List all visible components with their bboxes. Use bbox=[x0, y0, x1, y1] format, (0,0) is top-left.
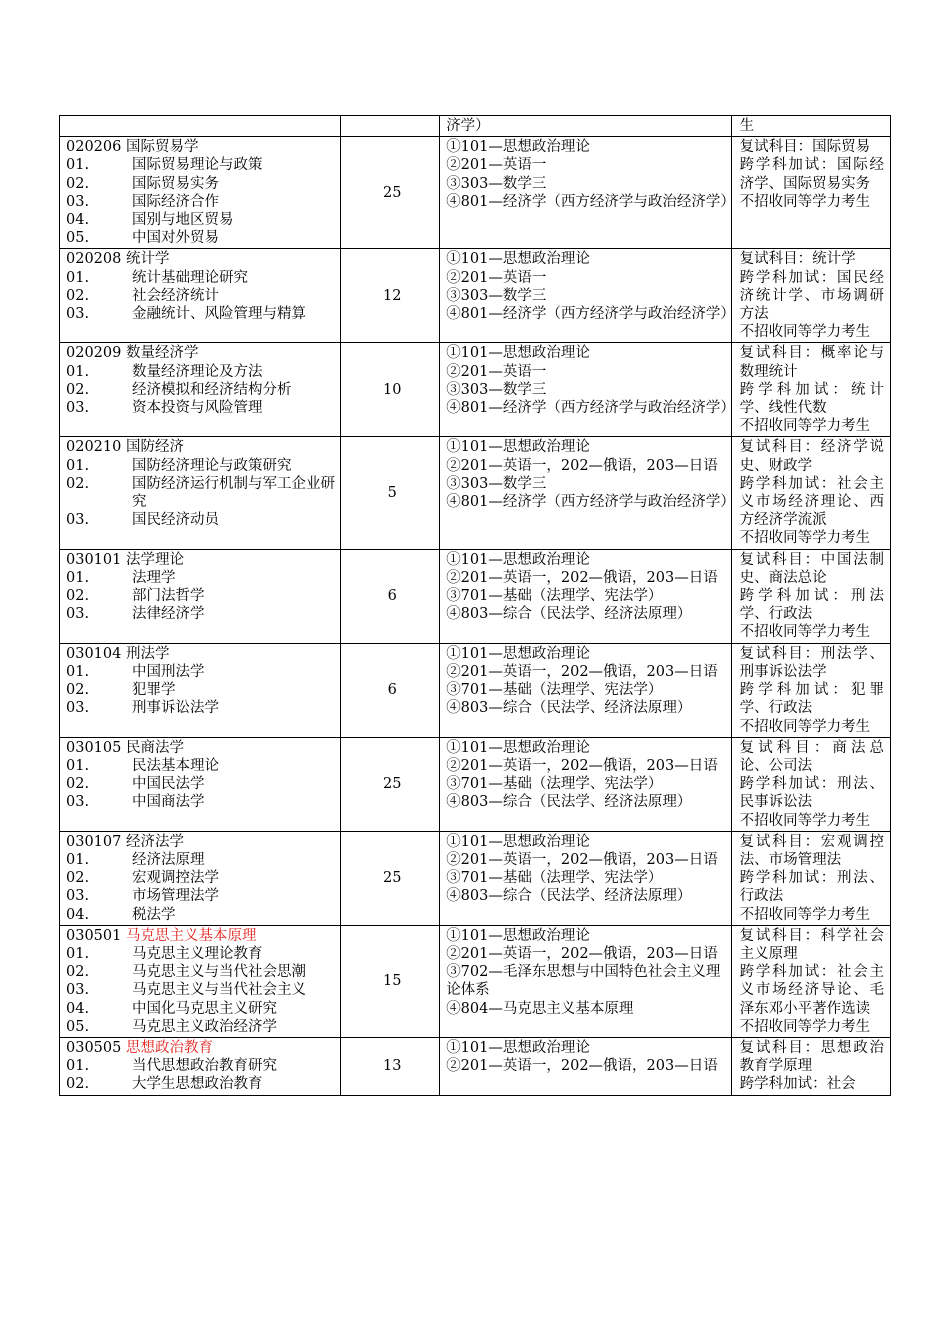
remarks bbox=[731, 137, 890, 249]
direction-number: 02. bbox=[66, 1076, 90, 1093]
cont-cell-2 bbox=[341, 116, 440, 137]
exam-subjects bbox=[440, 1037, 731, 1095]
remarks bbox=[731, 831, 890, 925]
exam-item: ①101—思想政治理论 bbox=[446, 345, 590, 362]
remark-item: 复试科目：经济学说史、财政学 bbox=[739, 439, 884, 474]
direction-number: 03. bbox=[66, 982, 90, 999]
remark-item: 不招收同等学力考生 bbox=[739, 718, 871, 735]
remarks bbox=[731, 549, 890, 643]
enrollment-quota: 5 bbox=[341, 437, 440, 549]
exam-item: ①101—思想政治理论 bbox=[446, 551, 590, 568]
cont-exam-tail: 济学） bbox=[440, 116, 731, 137]
direction-title: 当代思想政治教育研究 bbox=[132, 1058, 277, 1075]
exam-subjects bbox=[440, 549, 731, 643]
remarks bbox=[731, 643, 890, 737]
exam-item: ④804—马克思主义基本原理 bbox=[446, 1000, 634, 1017]
remarks bbox=[731, 925, 890, 1037]
program-table bbox=[59, 115, 891, 1096]
exam-item: ①101—思想政治理论 bbox=[446, 645, 590, 662]
direction-title: 中国化马克思主义研究 bbox=[132, 1000, 277, 1017]
exam-item: ③702—毛泽东思想与中国特色社会主义理论体系 bbox=[446, 964, 721, 999]
direction-title: 部门法哲学 bbox=[132, 588, 205, 605]
remark-item: 跨学科加试：社会 bbox=[739, 1076, 856, 1093]
direction-number: 03. bbox=[66, 512, 90, 529]
direction-number: 03. bbox=[66, 888, 90, 905]
direction-number: 02. bbox=[66, 870, 90, 887]
direction-number: 01. bbox=[66, 851, 90, 868]
direction-item bbox=[66, 381, 338, 399]
program-heading bbox=[66, 1039, 338, 1057]
program-name: 经济法学 bbox=[125, 833, 184, 850]
direction-item bbox=[66, 681, 338, 699]
program-code: 020206 bbox=[66, 139, 122, 156]
direction-number: 02. bbox=[66, 381, 90, 398]
exam-item: ③303—数学三 bbox=[446, 175, 547, 192]
direction-number: 03. bbox=[66, 306, 90, 323]
program-name: 数量经济学 bbox=[125, 345, 199, 362]
program-heading bbox=[66, 645, 338, 663]
direction-title: 税法学 bbox=[132, 906, 176, 923]
direction-title: 大学生思想政治教育 bbox=[132, 1076, 263, 1093]
direction-item bbox=[66, 457, 338, 475]
exam-item: ①101—思想政治理论 bbox=[446, 833, 590, 850]
direction-item bbox=[66, 906, 338, 924]
direction-item bbox=[66, 1018, 338, 1036]
program-code: 020209 bbox=[66, 345, 122, 362]
exam-item: ③303—数学三 bbox=[446, 475, 547, 492]
remark-item: 不招收同等学力考生 bbox=[739, 906, 871, 923]
remark-item: 复试科目：科学社会主义原理 bbox=[739, 927, 884, 962]
direction-item bbox=[66, 363, 338, 381]
program-name-highlighted: 马克思主义基本原理 bbox=[125, 927, 257, 944]
direction-number: 04. bbox=[66, 1000, 90, 1017]
remark-item: 跨学科加试：国际经济学、国际贸易实务 bbox=[739, 157, 884, 192]
direction-title: 法理学 bbox=[132, 569, 176, 586]
exam-item: ①101—思想政治理论 bbox=[446, 251, 590, 268]
direction-number: 01. bbox=[66, 1058, 90, 1075]
exam-item: ②201—英语一，202—俄语，203—日语 bbox=[446, 569, 718, 586]
direction-title: 犯罪学 bbox=[132, 682, 176, 699]
program-name: 统计学 bbox=[125, 251, 170, 268]
enrollment-quota: 6 bbox=[341, 549, 440, 643]
exam-item: ①101—思想政治理论 bbox=[446, 927, 590, 944]
exam-item: ③701—基础（法理学、宪法学） bbox=[446, 682, 663, 699]
direction-item bbox=[66, 305, 338, 323]
remark-item: 复试科目：刑法学、刑事诉讼法学 bbox=[739, 645, 884, 680]
program-row bbox=[60, 1037, 891, 1095]
exam-item: ①101—思想政治理论 bbox=[446, 739, 590, 756]
direction-number: 04. bbox=[66, 212, 90, 229]
direction-number: 02. bbox=[66, 175, 90, 192]
continuation-row bbox=[60, 116, 891, 137]
exam-item: ②201—英语一，202—俄语，203—日语 bbox=[446, 757, 718, 774]
program-cell bbox=[60, 343, 341, 437]
direction-title: 民法基本理论 bbox=[132, 757, 219, 774]
remark-item: 复试科目：宏观调控法、市场管理法 bbox=[739, 833, 884, 868]
exam-item: ④801—经济学（西方经济学与政治经济学） bbox=[446, 494, 735, 511]
program-row bbox=[60, 137, 891, 249]
exam-item: ①101—思想政治理论 bbox=[446, 439, 590, 456]
program-code: 020210 bbox=[66, 439, 122, 456]
direction-title: 国际经济合作 bbox=[132, 193, 219, 210]
exam-subjects bbox=[440, 831, 731, 925]
remark-item: 跨学科加试：统计学、线性代数 bbox=[739, 381, 884, 417]
program-row bbox=[60, 249, 891, 343]
exam-item: ①101—思想政治理论 bbox=[446, 139, 590, 156]
exam-item: ②201—英语一，202—俄语，203—日语 bbox=[446, 457, 718, 474]
direction-title: 马克思主义理论教育 bbox=[132, 945, 263, 962]
program-row bbox=[60, 549, 891, 643]
program-name: 民商法学 bbox=[125, 739, 184, 756]
program-row bbox=[60, 343, 891, 437]
direction-number: 02. bbox=[66, 588, 90, 605]
program-heading bbox=[66, 250, 338, 268]
direction-number: 03. bbox=[66, 606, 90, 623]
program-heading bbox=[66, 927, 338, 945]
direction-item bbox=[66, 757, 338, 775]
exam-item: ②201—英语一 bbox=[446, 363, 547, 380]
exam-item: ③701—基础（法理学、宪法学） bbox=[446, 588, 663, 605]
direction-number: 01. bbox=[66, 157, 90, 174]
remarks bbox=[731, 737, 890, 831]
exam-item: ④801—经济学（西方经济学与政治经济学） bbox=[446, 400, 735, 417]
exam-item: ④801—经济学（西方经济学与政治经济学） bbox=[446, 306, 735, 323]
enrollment-quota: 10 bbox=[341, 343, 440, 437]
program-cell bbox=[60, 1037, 341, 1095]
remark-item: 不招收同等学力考生 bbox=[739, 193, 871, 210]
direction-number: 03. bbox=[66, 700, 90, 717]
direction-item bbox=[66, 851, 338, 869]
exam-item: ②201—英语一 bbox=[446, 269, 547, 286]
program-cell bbox=[60, 437, 341, 549]
remark-item: 复试科目：国际贸易 bbox=[739, 139, 871, 156]
program-row bbox=[60, 437, 891, 549]
direction-number: 05. bbox=[66, 230, 90, 247]
program-heading bbox=[66, 138, 338, 156]
remark-item: 复试科目：商法总论、公司法 bbox=[739, 739, 884, 774]
remark-item: 复试科目：中国法制史、商法总论 bbox=[739, 551, 884, 586]
program-row bbox=[60, 831, 891, 925]
direction-number: 01. bbox=[66, 569, 90, 586]
enrollment-quota: 25 bbox=[341, 831, 440, 925]
direction-title: 马克思主义与当代社会思潮 bbox=[132, 964, 306, 981]
direction-item bbox=[66, 869, 338, 887]
direction-title: 国际贸易实务 bbox=[132, 175, 219, 192]
direction-number: 03. bbox=[66, 193, 90, 210]
direction-item bbox=[66, 963, 338, 981]
program-cell bbox=[60, 737, 341, 831]
direction-item bbox=[66, 663, 338, 681]
exam-item: ③701—基础（法理学、宪法学） bbox=[446, 870, 663, 887]
direction-item bbox=[66, 175, 338, 193]
direction-item bbox=[66, 587, 338, 605]
exam-item: ④803—综合（民法学、经济法原理） bbox=[446, 700, 692, 717]
enrollment-quota: 12 bbox=[341, 249, 440, 343]
remark-item: 跨学科加试：社会主义市场经济导论、毛泽东邓小平著作选读 bbox=[739, 964, 884, 1017]
direction-number: 02. bbox=[66, 475, 90, 492]
direction-title: 中国商法学 bbox=[132, 794, 205, 811]
program-heading bbox=[66, 833, 338, 851]
direction-number: 01. bbox=[66, 363, 90, 380]
program-row bbox=[60, 643, 891, 737]
direction-number: 05. bbox=[66, 1018, 90, 1035]
direction-number: 02. bbox=[66, 964, 90, 981]
exam-subjects bbox=[440, 737, 731, 831]
direction-item bbox=[66, 699, 338, 717]
direction-title: 数量经济理论及方法 bbox=[132, 363, 263, 380]
remark-item: 不招收同等学力考生 bbox=[739, 418, 871, 435]
direction-item bbox=[66, 605, 338, 623]
program-cell bbox=[60, 643, 341, 737]
program-row bbox=[60, 737, 891, 831]
exam-item: ③303—数学三 bbox=[446, 287, 547, 304]
direction-title: 国防经济运行机制与军工企业研究 bbox=[132, 475, 335, 511]
exam-subjects bbox=[440, 249, 735, 343]
exam-item: ②201—英语一，202—俄语，203—日语 bbox=[446, 945, 718, 962]
direction-item bbox=[66, 511, 338, 529]
direction-item bbox=[66, 887, 338, 905]
exam-item: ②201—英语一，202—俄语，203—日语 bbox=[446, 1058, 718, 1075]
direction-item bbox=[66, 981, 338, 999]
exam-item: ②201—英语一 bbox=[446, 157, 547, 174]
remark-item: 不招收同等学力考生 bbox=[739, 324, 871, 341]
program-heading bbox=[66, 438, 338, 456]
direction-title: 经济模拟和经济结构分析 bbox=[132, 381, 292, 398]
direction-title: 中国对外贸易 bbox=[132, 230, 219, 247]
exam-subjects bbox=[440, 925, 731, 1037]
remark-item: 复试科目：思想政治教育学原理 bbox=[739, 1039, 884, 1075]
program-heading bbox=[66, 551, 338, 569]
direction-item bbox=[66, 193, 338, 211]
remarks bbox=[731, 249, 890, 343]
exam-item: ③701—基础（法理学、宪法学） bbox=[446, 776, 663, 793]
direction-number: 01. bbox=[66, 663, 90, 680]
program-code: 030105 bbox=[66, 739, 122, 756]
program-cell bbox=[60, 137, 341, 249]
direction-title: 国防经济理论与政策研究 bbox=[132, 457, 292, 474]
program-row bbox=[60, 925, 891, 1037]
direction-title: 中国民法学 bbox=[132, 776, 205, 793]
direction-title: 经济法原理 bbox=[132, 851, 205, 868]
program-name-highlighted: 思想政治教育 bbox=[125, 1039, 213, 1056]
direction-title: 国别与地区贸易 bbox=[132, 212, 234, 229]
program-code: 030104 bbox=[66, 645, 122, 662]
direction-title: 金融统计、风险管理与精算 bbox=[132, 306, 306, 323]
program-cell bbox=[60, 249, 341, 343]
remarks bbox=[731, 343, 890, 437]
program-code: 030505 bbox=[66, 1039, 122, 1056]
direction-number: 02. bbox=[66, 287, 90, 304]
direction-number: 01. bbox=[66, 757, 90, 774]
exam-item: ①101—思想政治理论 bbox=[446, 1039, 590, 1056]
direction-title: 马克思主义政治经济学 bbox=[132, 1018, 277, 1035]
exam-item: ②201—英语一，202—俄语，203—日语 bbox=[446, 851, 718, 868]
direction-title: 刑事诉讼法学 bbox=[132, 700, 219, 717]
cont-note-tail: 生 bbox=[731, 116, 890, 137]
remark-item: 不招收同等学力考生 bbox=[739, 530, 871, 547]
exam-item: ④803—综合（民法学、经济法原理） bbox=[446, 606, 692, 623]
remark-item: 跨学科加试：刑法学、行政法 bbox=[739, 588, 884, 623]
program-heading bbox=[66, 739, 338, 757]
remarks bbox=[731, 437, 890, 549]
exam-item: ②201—英语一，202—俄语，203—日语 bbox=[446, 663, 718, 680]
direction-item bbox=[66, 1075, 338, 1093]
direction-item bbox=[66, 156, 338, 174]
enrollment-quota: 6 bbox=[341, 643, 440, 737]
direction-item bbox=[66, 475, 338, 511]
direction-title: 马克思主义与当代社会主义 bbox=[132, 982, 306, 999]
direction-item bbox=[66, 775, 338, 793]
direction-title: 中国刑法学 bbox=[132, 663, 205, 680]
direction-number: 01. bbox=[66, 457, 90, 474]
program-heading bbox=[66, 344, 338, 362]
program-code: 030101 bbox=[66, 551, 122, 568]
direction-number: 03. bbox=[66, 400, 90, 417]
direction-item bbox=[66, 229, 338, 247]
direction-number: 02. bbox=[66, 682, 90, 699]
direction-item bbox=[66, 569, 338, 587]
remark-item: 跨学科加试：刑法、民事诉讼法 bbox=[739, 776, 884, 811]
remark-item: 跨学科加试：刑法、行政法 bbox=[739, 870, 884, 905]
remark-item: 不招收同等学力考生 bbox=[739, 812, 871, 829]
direction-item bbox=[66, 211, 338, 229]
exam-item: ③303—数学三 bbox=[446, 381, 547, 398]
exam-item: ④803—综合（民法学、经济法原理） bbox=[446, 888, 692, 905]
direction-number: 01. bbox=[66, 945, 90, 962]
program-cell bbox=[60, 549, 341, 643]
direction-title: 市场管理法学 bbox=[132, 888, 219, 905]
program-cell bbox=[60, 831, 341, 925]
remarks bbox=[731, 1037, 890, 1095]
remark-item: 跨学科加试：社会主义市场经济理论、西方经济学流派 bbox=[739, 475, 884, 529]
direction-item bbox=[66, 1000, 338, 1018]
direction-number: 03. bbox=[66, 794, 90, 811]
direction-number: 01. bbox=[66, 269, 90, 286]
exam-item: ④801—经济学（西方经济学与政治经济学） bbox=[446, 193, 735, 210]
exam-subjects bbox=[440, 643, 731, 737]
direction-item bbox=[66, 1057, 338, 1075]
direction-title: 资本投资与风险管理 bbox=[132, 400, 263, 417]
remark-item: 复试科目：统计学 bbox=[739, 251, 856, 268]
direction-item bbox=[66, 269, 338, 287]
exam-subjects bbox=[440, 343, 735, 437]
direction-title: 统计基础理论研究 bbox=[132, 269, 248, 286]
exam-item: ④803—综合（民法学、经济法原理） bbox=[446, 794, 692, 811]
program-name: 法学理论 bbox=[125, 551, 184, 568]
cont-cell-1 bbox=[60, 116, 341, 137]
program-code: 030107 bbox=[66, 833, 122, 850]
remark-item: 跨学科加试：犯罪学、行政法 bbox=[739, 682, 884, 717]
direction-item bbox=[66, 793, 338, 811]
remark-item: 不招收同等学力考生 bbox=[739, 624, 871, 641]
direction-title: 国际贸易理论与政策 bbox=[132, 157, 263, 174]
direction-number: 02. bbox=[66, 776, 90, 793]
direction-title: 国民经济动员 bbox=[132, 512, 219, 529]
program-cell bbox=[60, 925, 341, 1037]
enrollment-quota: 15 bbox=[341, 925, 440, 1037]
enrollment-quota: 13 bbox=[341, 1037, 440, 1095]
direction-title: 宏观调控法学 bbox=[132, 870, 219, 887]
program-code: 020208 bbox=[66, 251, 122, 268]
enrollment-quota: 25 bbox=[341, 137, 440, 249]
program-name: 国防经济 bbox=[125, 439, 184, 456]
remark-item: 复试科目：概率论与数理统计 bbox=[739, 345, 884, 380]
program-name: 国际贸易学 bbox=[125, 139, 199, 156]
direction-item bbox=[66, 945, 338, 963]
exam-subjects bbox=[440, 437, 735, 549]
direction-number: 04. bbox=[66, 906, 90, 923]
direction-title: 法律经济学 bbox=[132, 606, 205, 623]
program-code: 030501 bbox=[66, 927, 122, 944]
enrollment-quota: 25 bbox=[341, 737, 440, 831]
direction-item bbox=[66, 399, 338, 417]
program-name: 刑法学 bbox=[125, 645, 170, 662]
remark-item: 跨学科加试：国民经济统计学、市场调研方法 bbox=[739, 269, 884, 323]
remark-item: 不招收同等学力考生 bbox=[739, 1018, 871, 1035]
direction-title: 社会经济统计 bbox=[132, 287, 219, 304]
exam-subjects bbox=[440, 137, 735, 249]
direction-item bbox=[66, 287, 338, 305]
